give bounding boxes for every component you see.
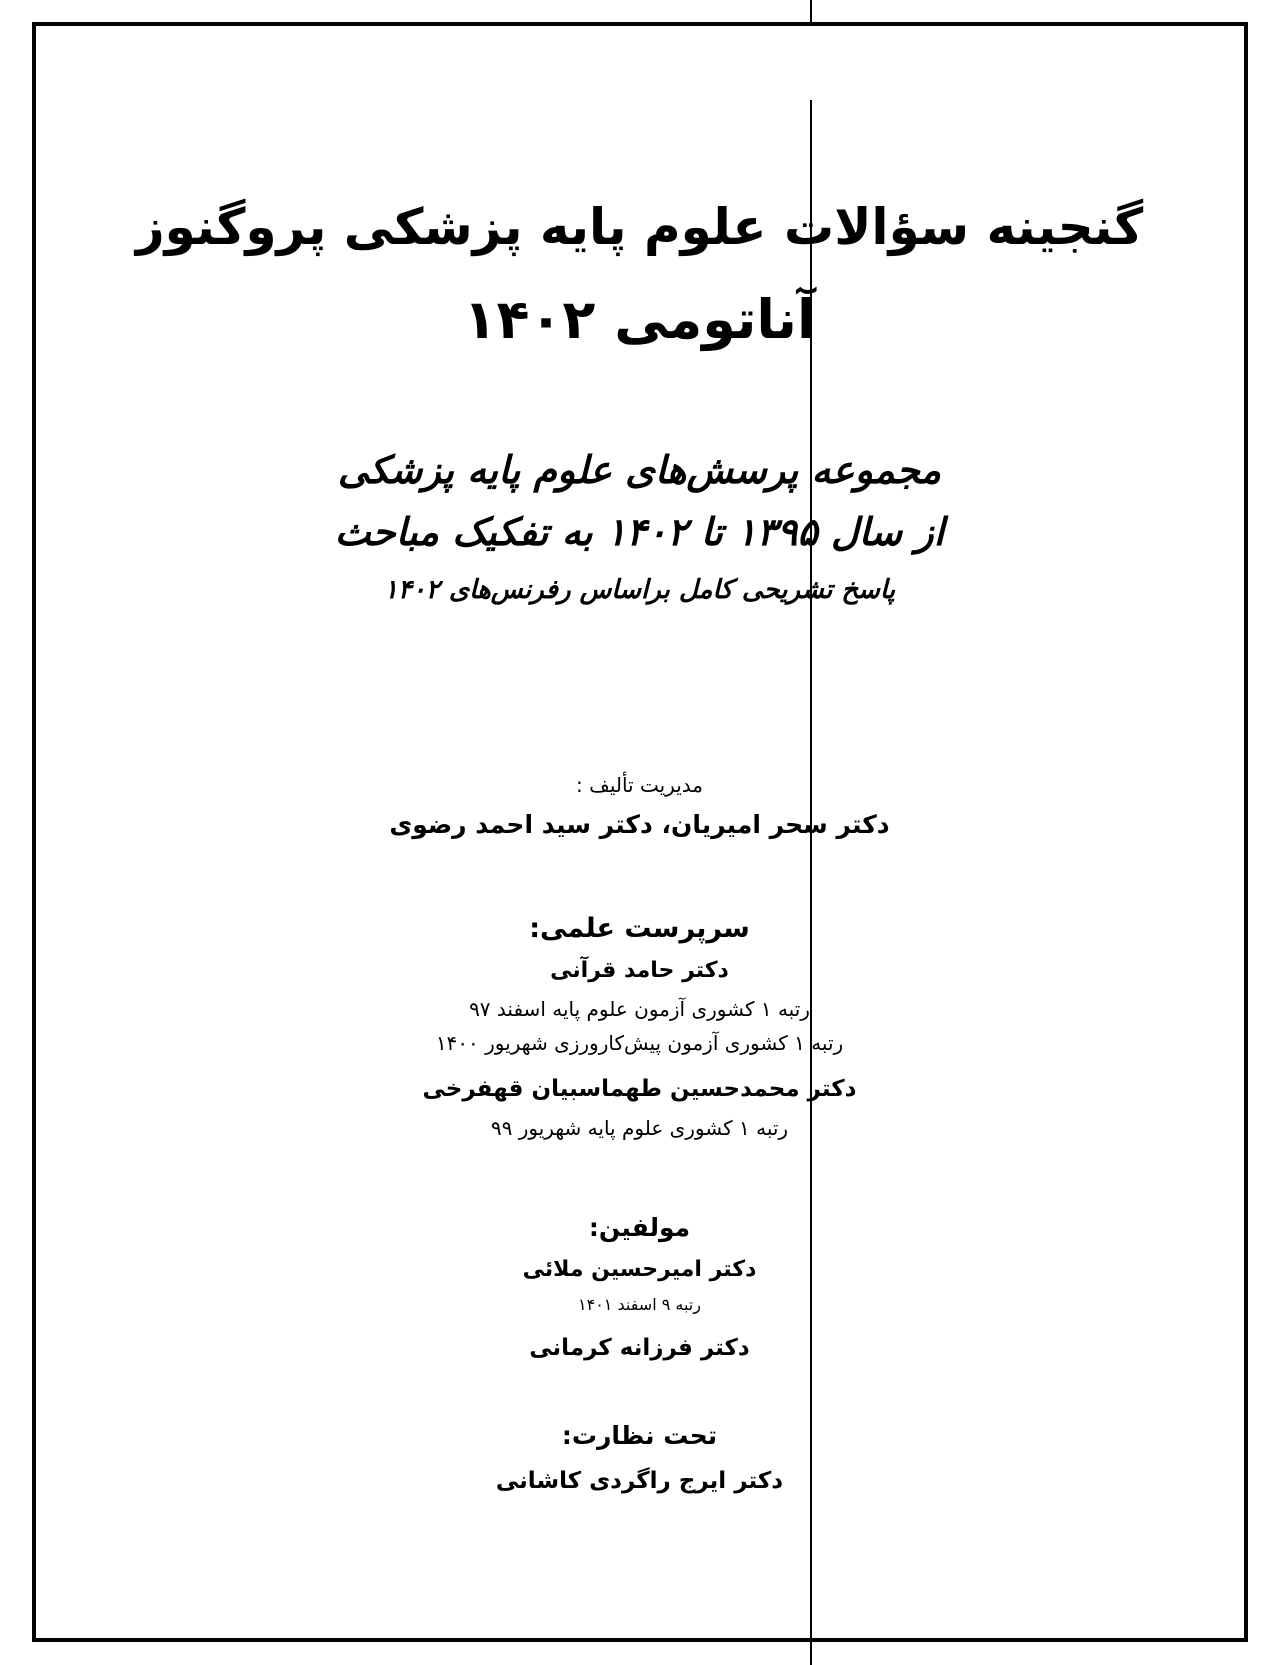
author-rank: رتبه ۹ اسفند ۱۴۰۱ (578, 1295, 701, 1314)
oversight-name: دکتر ایرج راگردی کاشانی (495, 1468, 784, 1494)
book-subject: آناتومی ۱۴۰۲ (463, 288, 816, 351)
author-name: دکتر امیرحسین ملائی (522, 1257, 757, 1282)
supervisor-name: دکتر حامد قرآنی (550, 958, 729, 983)
supervisor-name: دکتر محمدحسین طهماسبیان قهفرخی (422, 1076, 857, 1102)
author-name: دکتر فرزانه کرمانی (529, 1335, 750, 1361)
subtitle-line-3: پاسخ تشریحی کامل براساس رفرنس‌های ۱۴۰۲ (383, 575, 896, 605)
subtitle-line-1: مجموعه پرسش‌های علوم پایه پزشکی (337, 448, 942, 492)
management-names: دکتر سحر امیریان، دکتر سید احمد رضوی (389, 810, 890, 839)
oversight-label: تحت نظارت: (561, 1421, 718, 1450)
authors-label: مولفین: (588, 1213, 691, 1242)
subtitle-line-2: از سال ۱۳۹۵ تا ۱۴۰۲ به تفکیک مباحث (334, 510, 945, 554)
supervisor-label: سرپرست علمی: (529, 913, 750, 944)
supervisor-rank: رتبه ۱ کشوری علوم پایه شهریور ۹۹ (490, 1116, 789, 1140)
book-title: گنجینه سؤالات علوم پایه پزشکی پروگنوز (135, 198, 1144, 256)
scan-line-top (810, 0, 812, 24)
supervisor-rank: رتبه ۱ کشوری آزمون علوم پایه اسفند ۹۷ (469, 997, 810, 1021)
supervisor-rank: رتبه ۱ کشوری آزمون پیش‌کارورزی شهریور ۱۴۰۰ (435, 1031, 844, 1055)
management-label: مدیریت تألیف : (576, 773, 703, 797)
